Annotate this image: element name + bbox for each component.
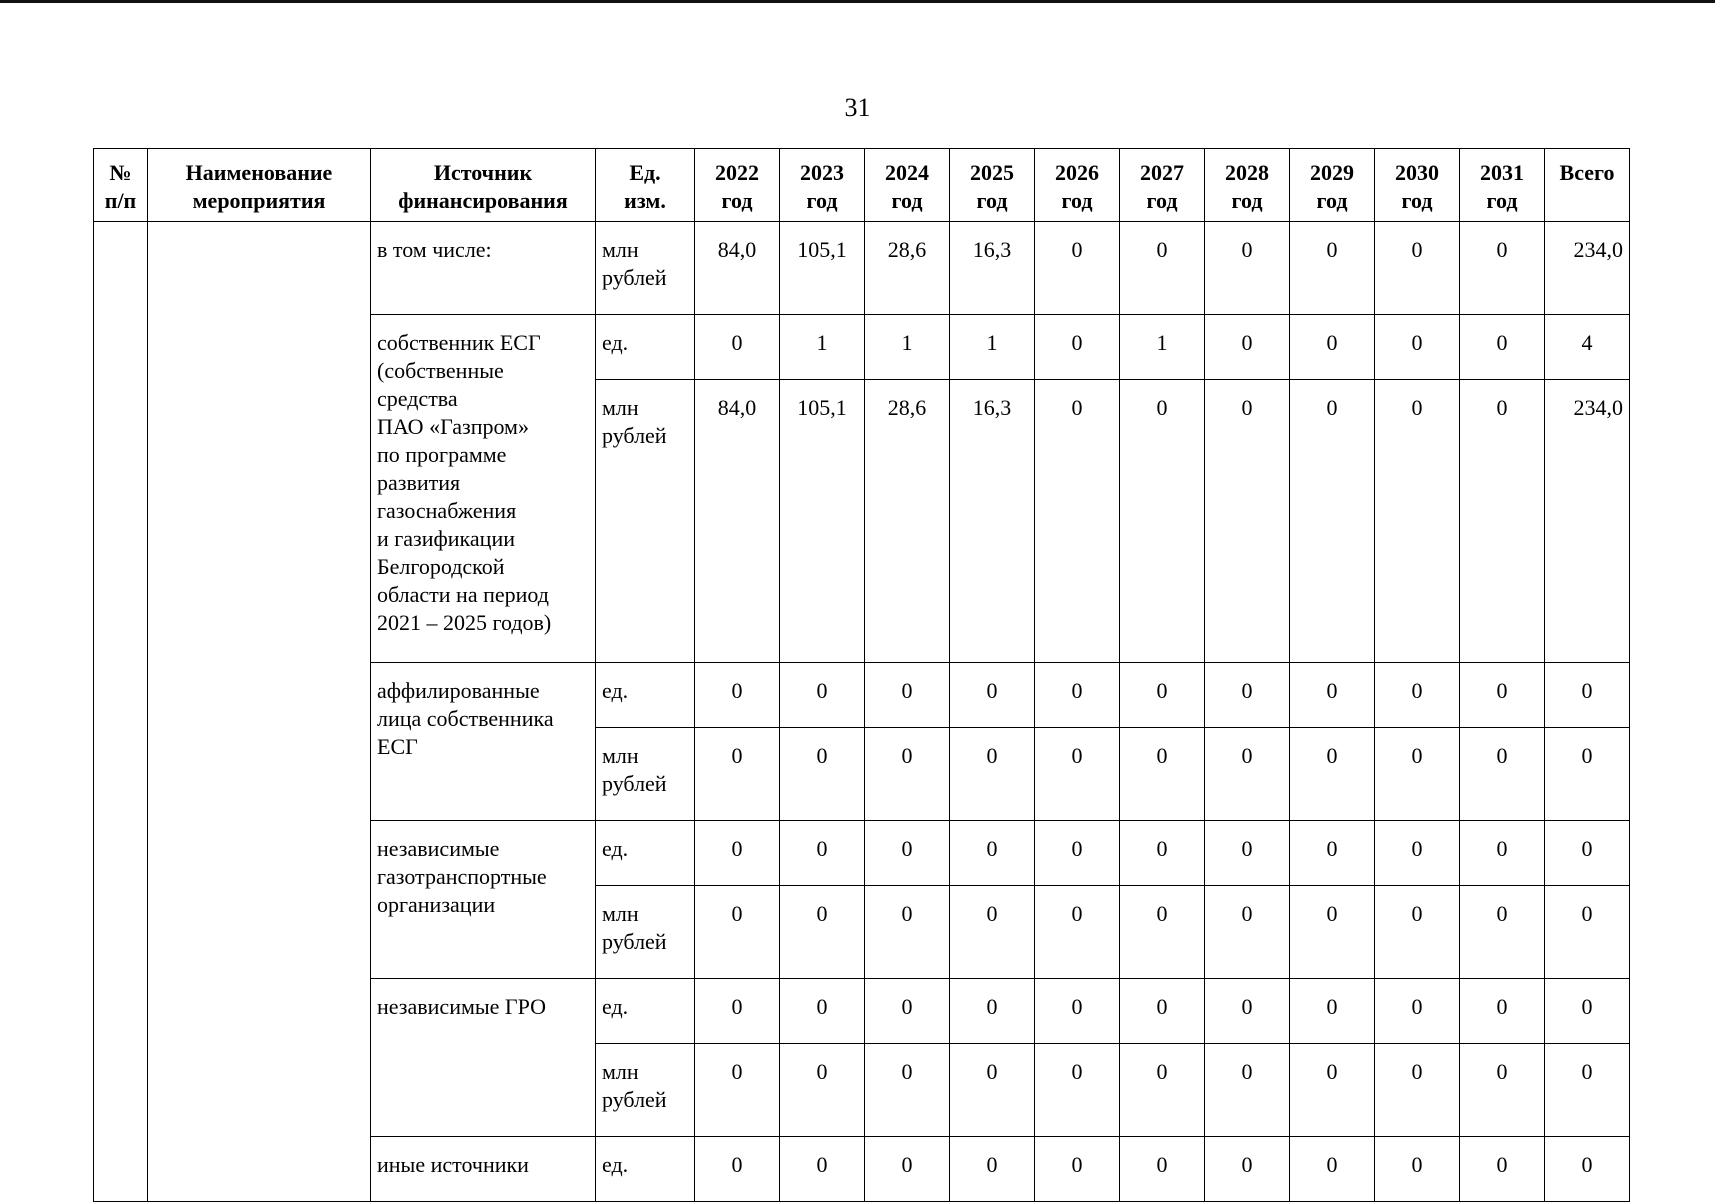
- header-year-2025: 2025 год: [950, 149, 1035, 222]
- value-cell: 0: [1120, 886, 1205, 979]
- value-cell: 0: [865, 821, 950, 886]
- value-cell: 0: [1375, 821, 1460, 886]
- value-cell: 105,1: [780, 222, 865, 315]
- value-cell: 0: [1375, 886, 1460, 979]
- value-cell: 0: [950, 1044, 1035, 1137]
- value-cell: 1: [950, 315, 1035, 380]
- total-cell: 234,0: [1545, 380, 1630, 663]
- value-cell: 0: [1460, 380, 1545, 663]
- value-cell: 0: [1035, 663, 1120, 728]
- name-cell: [148, 222, 371, 1202]
- value-cell: 0: [1120, 663, 1205, 728]
- unit-cell: млн рублей: [596, 1044, 695, 1137]
- value-cell: 0: [1120, 1044, 1205, 1137]
- value-cell: 0: [1290, 821, 1375, 886]
- total-cell: 0: [1545, 886, 1630, 979]
- value-cell: 16,3: [950, 222, 1035, 315]
- value-cell: 0: [1035, 728, 1120, 821]
- value-cell: 0: [1035, 979, 1120, 1044]
- total-cell: 0: [1545, 821, 1630, 886]
- value-cell: 0: [695, 979, 780, 1044]
- total-cell: 0: [1545, 979, 1630, 1044]
- total-cell: 4: [1545, 315, 1630, 380]
- value-cell: 0: [1120, 979, 1205, 1044]
- value-cell: 84,0: [695, 222, 780, 315]
- unit-cell: млн рублей: [596, 886, 695, 979]
- value-cell: 0: [1375, 979, 1460, 1044]
- value-cell: 0: [1460, 728, 1545, 821]
- header-total: Всего: [1545, 149, 1630, 222]
- value-cell: 0: [695, 663, 780, 728]
- value-cell: 0: [780, 1044, 865, 1137]
- value-cell: 0: [695, 728, 780, 821]
- header-unit: Ед. изм.: [596, 149, 695, 222]
- value-cell: 0: [1290, 222, 1375, 315]
- value-cell: 0: [1460, 663, 1545, 728]
- header-year-2030: 2030 год: [1375, 149, 1460, 222]
- value-cell: 105,1: [780, 380, 865, 663]
- value-cell: 0: [695, 1044, 780, 1137]
- unit-cell: ед.: [596, 821, 695, 886]
- value-cell: 0: [1205, 821, 1290, 886]
- value-cell: 1: [780, 315, 865, 380]
- value-cell: 0: [1375, 728, 1460, 821]
- value-cell: 0: [1035, 222, 1120, 315]
- value-cell: 0: [1205, 315, 1290, 380]
- value-cell: 0: [695, 886, 780, 979]
- value-cell: 28,6: [865, 380, 950, 663]
- header-num: № п/п: [94, 149, 148, 222]
- value-cell: 0: [1290, 663, 1375, 728]
- unit-cell: млн рублей: [596, 222, 695, 315]
- value-cell: 0: [865, 663, 950, 728]
- header-year-2026: 2026 год: [1035, 149, 1120, 222]
- num-cell: [94, 222, 148, 1202]
- value-cell: 0: [780, 886, 865, 979]
- value-cell: 28,6: [865, 222, 950, 315]
- value-cell: 0: [780, 663, 865, 728]
- unit-cell: млн рублей: [596, 728, 695, 821]
- value-cell: 0: [1290, 1044, 1375, 1137]
- value-cell: 0: [1460, 979, 1545, 1044]
- value-cell: 0: [865, 1044, 950, 1137]
- total-cell: 234,0: [1545, 222, 1630, 315]
- total-cell: 0: [1545, 1044, 1630, 1137]
- header-source: Источник финансирования: [371, 149, 596, 222]
- value-cell: 0: [1120, 1137, 1205, 1202]
- value-cell: 0: [1035, 1137, 1120, 1202]
- value-cell: 0: [1375, 222, 1460, 315]
- header-year-2027: 2027 год: [1120, 149, 1205, 222]
- value-cell: 0: [1120, 380, 1205, 663]
- value-cell: 0: [1205, 979, 1290, 1044]
- value-cell: 0: [780, 979, 865, 1044]
- header-year-2024: 2024 год: [865, 149, 950, 222]
- value-cell: 0: [950, 663, 1035, 728]
- value-cell: 0: [1290, 1137, 1375, 1202]
- value-cell: 0: [1120, 728, 1205, 821]
- value-cell: 0: [1375, 1044, 1460, 1137]
- header-year-2023: 2023 год: [780, 149, 865, 222]
- value-cell: 0: [1205, 1137, 1290, 1202]
- value-cell: 0: [1460, 886, 1545, 979]
- unit-cell: млн рублей: [596, 380, 695, 663]
- value-cell: 0: [1460, 315, 1545, 380]
- value-cell: 0: [950, 886, 1035, 979]
- value-cell: 0: [950, 979, 1035, 1044]
- value-cell: 0: [1460, 821, 1545, 886]
- value-cell: 0: [780, 821, 865, 886]
- top-border-line: [0, 0, 1715, 3]
- value-cell: 1: [1120, 315, 1205, 380]
- value-cell: 0: [1205, 1044, 1290, 1137]
- value-cell: 0: [695, 1137, 780, 1202]
- value-cell: 0: [865, 979, 950, 1044]
- value-cell: 0: [1290, 315, 1375, 380]
- value-cell: 0: [780, 1137, 865, 1202]
- value-cell: 0: [1375, 1137, 1460, 1202]
- table-row: [94, 222, 1630, 315]
- value-cell: 0: [1120, 821, 1205, 886]
- financing-table: [93, 148, 1630, 1202]
- value-cell: 0: [1205, 222, 1290, 315]
- value-cell: 0: [1460, 222, 1545, 315]
- source-cell: иные источники: [371, 1137, 596, 1202]
- value-cell: 0: [1035, 886, 1120, 979]
- value-cell: 0: [1290, 728, 1375, 821]
- value-cell: 0: [1205, 886, 1290, 979]
- value-cell: 0: [1035, 315, 1120, 380]
- header-year-2029: 2029 год: [1290, 149, 1375, 222]
- header-row: [94, 149, 1630, 222]
- value-cell: 0: [865, 886, 950, 979]
- source-cell: независимые газотранспортные организации: [371, 821, 596, 979]
- unit-cell: ед.: [596, 315, 695, 380]
- value-cell: 0: [1375, 315, 1460, 380]
- header-year-2022: 2022 год: [695, 149, 780, 222]
- value-cell: 0: [865, 1137, 950, 1202]
- value-cell: 0: [1375, 663, 1460, 728]
- value-cell: 0: [1205, 728, 1290, 821]
- value-cell: 0: [1460, 1137, 1545, 1202]
- source-cell: в том числе:: [371, 222, 596, 315]
- value-cell: 0: [1375, 380, 1460, 663]
- value-cell: 0: [950, 728, 1035, 821]
- value-cell: 1: [865, 315, 950, 380]
- value-cell: 0: [695, 821, 780, 886]
- value-cell: 0: [695, 315, 780, 380]
- header-year-2028: 2028 год: [1205, 149, 1290, 222]
- page-number: 31: [844, 93, 871, 122]
- unit-cell: ед.: [596, 663, 695, 728]
- unit-cell: ед.: [596, 1137, 695, 1202]
- value-cell: 0: [1460, 1044, 1545, 1137]
- source-cell: аффилированные лица собственника ЕСГ: [371, 663, 596, 821]
- value-cell: 0: [865, 728, 950, 821]
- source-cell: собственник ЕСГ (собственные средства ПАО «Газпром» по программе развития газоснабжения и газификации Белгородской области на период 2021 – 2025 годов): [371, 315, 596, 663]
- value-cell: 0: [1290, 886, 1375, 979]
- value-cell: 0: [950, 821, 1035, 886]
- value-cell: 16,3: [950, 380, 1035, 663]
- value-cell: 0: [1205, 663, 1290, 728]
- unit-cell: ед.: [596, 979, 695, 1044]
- total-cell: 0: [1545, 728, 1630, 821]
- source-cell: независимые ГРО: [371, 979, 596, 1137]
- value-cell: 0: [1035, 380, 1120, 663]
- value-cell: 0: [1035, 821, 1120, 886]
- total-cell: 0: [1545, 663, 1630, 728]
- value-cell: 0: [1120, 222, 1205, 315]
- value-cell: 0: [1205, 380, 1290, 663]
- value-cell: 0: [950, 1137, 1035, 1202]
- total-cell: 0: [1545, 1137, 1630, 1202]
- header-year-2031: 2031 год: [1460, 149, 1545, 222]
- value-cell: 0: [780, 728, 865, 821]
- value-cell: 0: [1290, 979, 1375, 1044]
- value-cell: 0: [1290, 380, 1375, 663]
- value-cell: 84,0: [695, 380, 780, 663]
- value-cell: 0: [1035, 1044, 1120, 1137]
- header-name: Наименование мероприятия: [148, 149, 371, 222]
